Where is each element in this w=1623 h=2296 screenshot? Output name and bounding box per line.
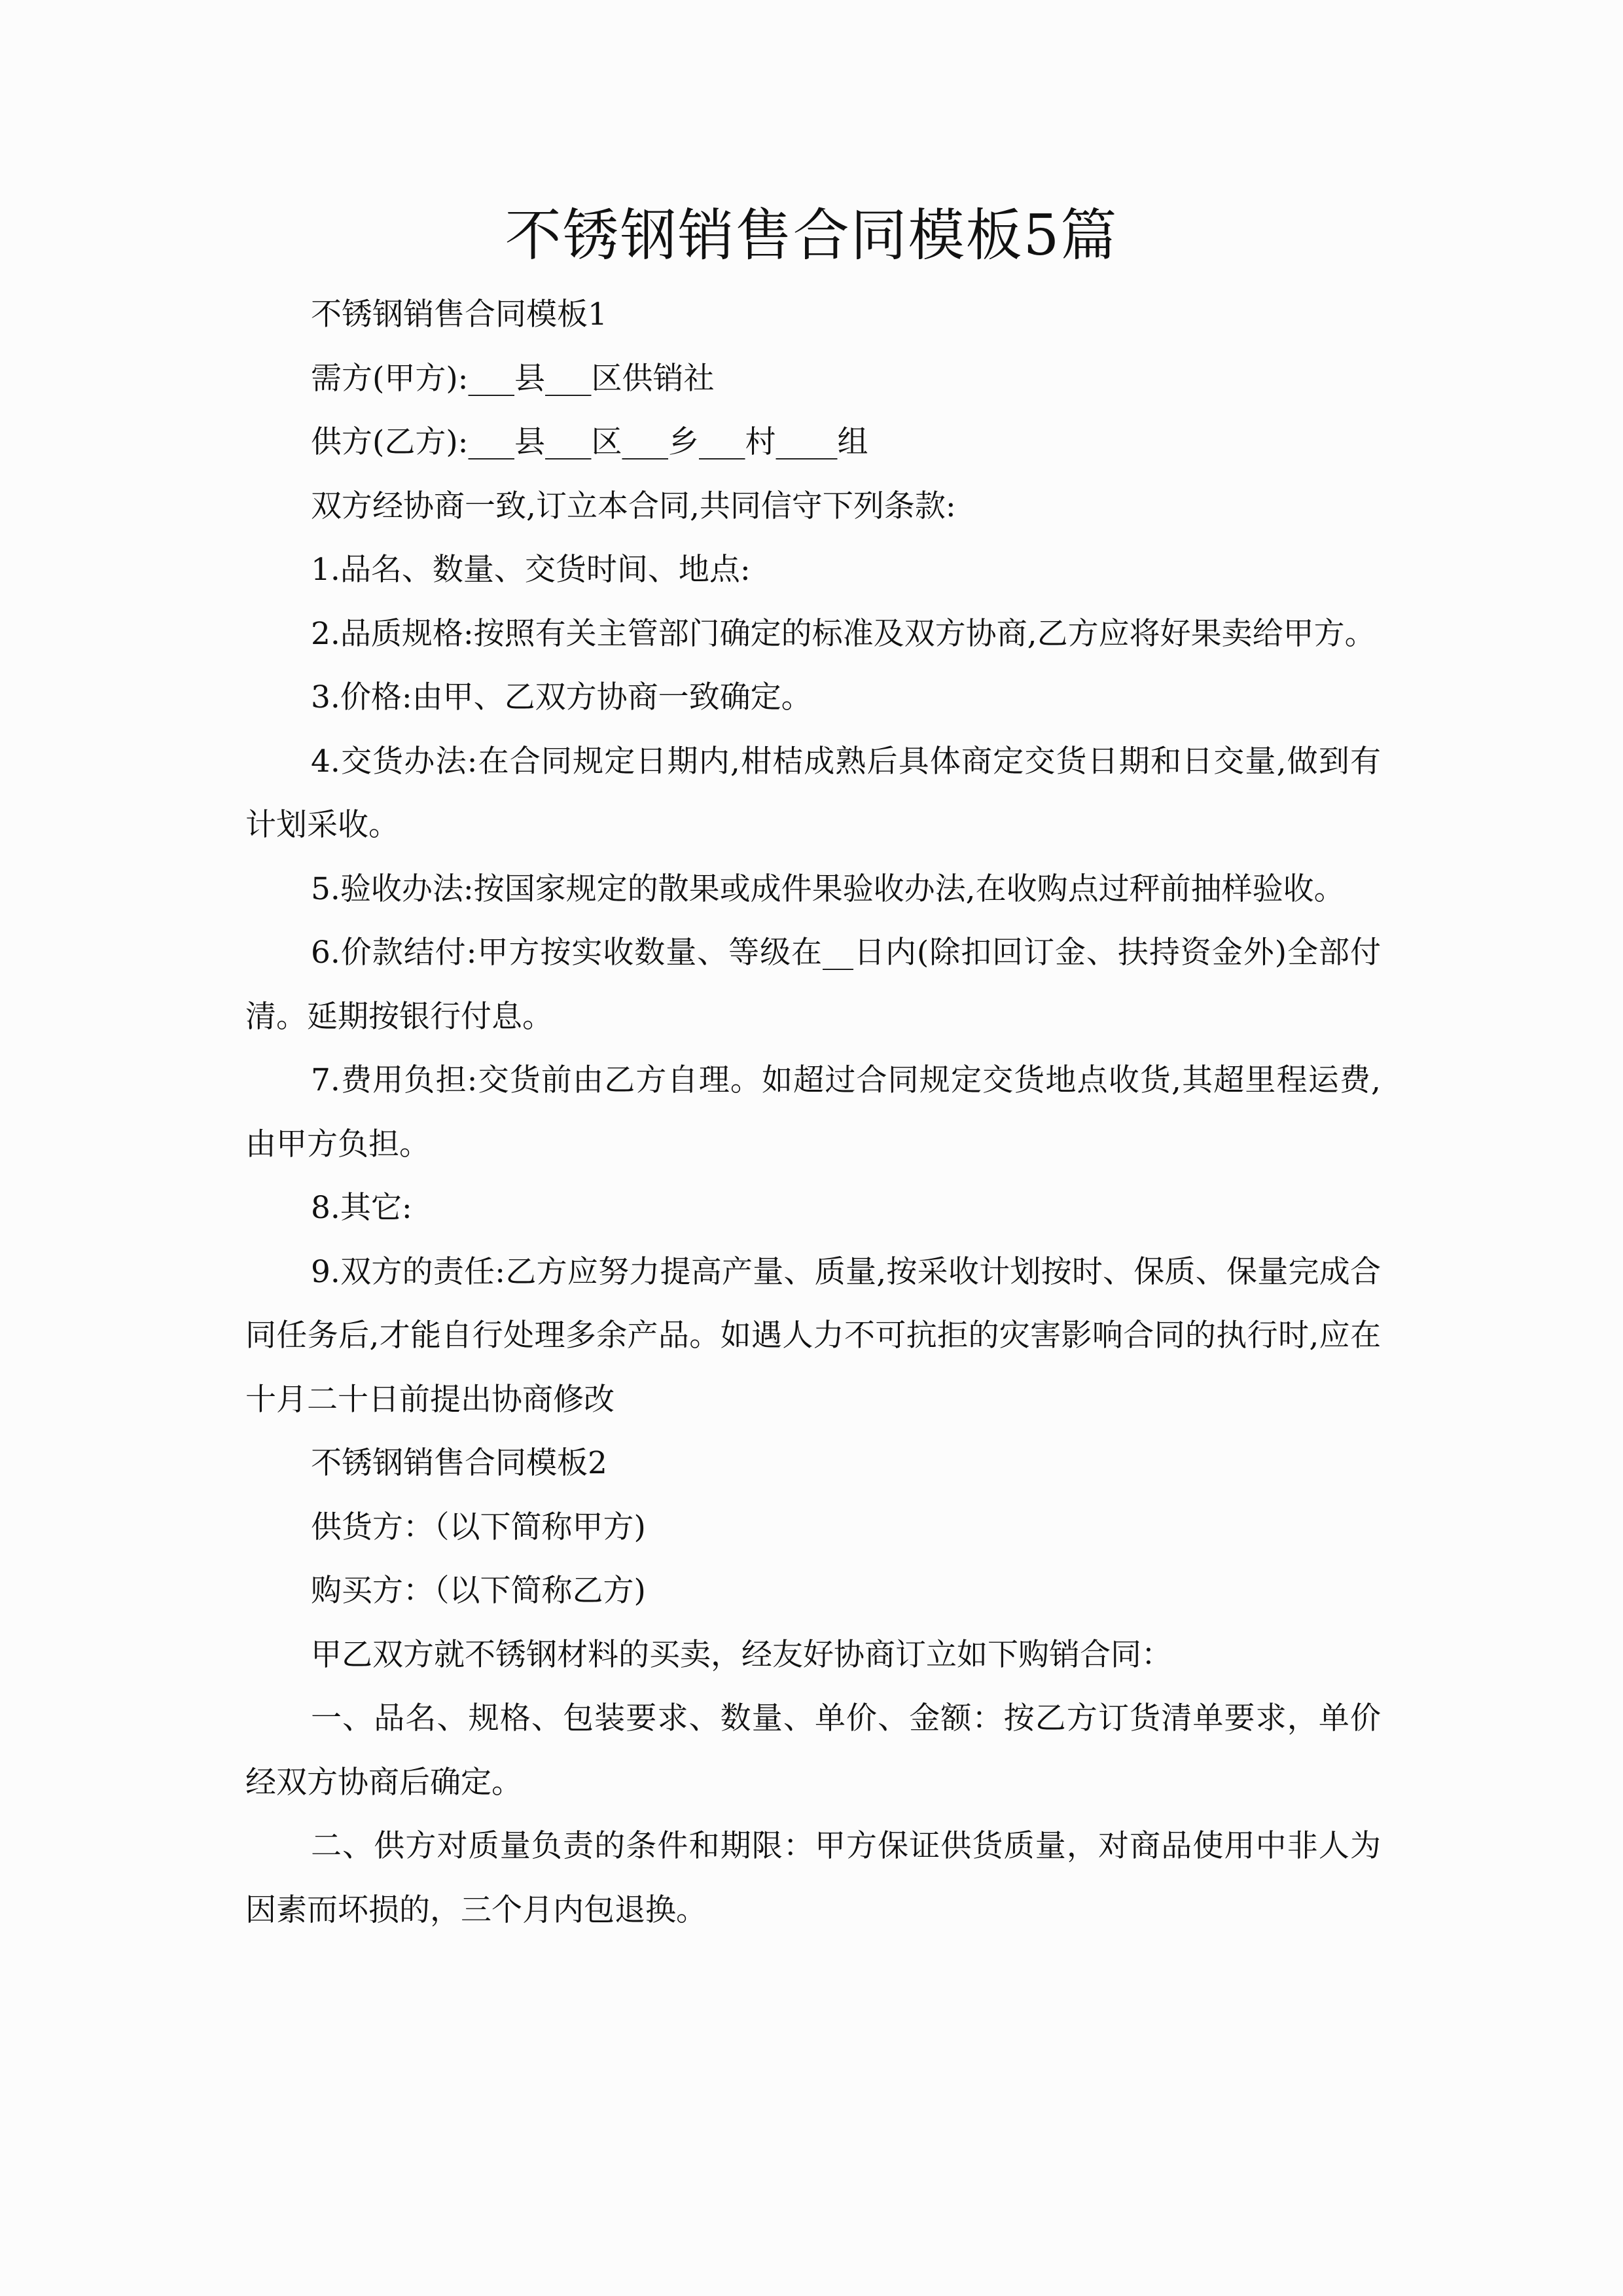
clause-3: 3.价格:由甲、乙双方协商一致确定。 xyxy=(311,679,812,715)
article-1: 一、品名、规格、包装要求、数量、单价、金额：按乙方订货清单要求，单价经双方协商后确定。 xyxy=(245,1700,1381,1801)
clause-7: 7.费用负担:交货前由乙方自理。如超过合同规定交货地点收货,其超里程运费,由甲方负担。 xyxy=(245,1062,1381,1162)
article-2: 二、供方对质量负责的条件和期限：甲方保证供货质量，对商品使用中非人为因素而坏损的，三个月内包退换。 xyxy=(245,1828,1381,1928)
clause-6: 6.价款结付:甲方按实收数量、等级在__日内(除扣回订金、扶持资金外)全部付清。延期按银行付息。 xyxy=(245,935,1381,1035)
section-heading-template-2: 不锈钢销售合同模板2 xyxy=(311,1445,607,1481)
clause-5: 5.验收办法:按国家规定的散果或成件果验收办法,在收购点过秤前抽样验收。 xyxy=(311,870,1345,907)
buyer-line: 购买方：（以下简称乙方) xyxy=(311,1573,646,1609)
document-body xyxy=(245,283,1381,1942)
party-b-line: 供方(乙方):___县___区___乡___村____组 xyxy=(311,424,868,460)
clause-9: 9.双方的责任:乙方应努力提高产量、质量,按采收计划按时、保质、保量完成合同任务后,才能自行处理多余产品。如遇人力不可抗拒的灾害影响合同的执行时,应在十月二十日前提出协商修改 xyxy=(245,1253,1381,1418)
agreement-intro-2: 甲乙双方就不锈钢材料的买卖，经友好协商订立如下购销合同： xyxy=(311,1636,1172,1673)
clause-4: 4.交货办法:在合同规定日期内,柑桔成熟后具体商定交货日期和日交量,做到有计划采收。 xyxy=(245,743,1381,843)
clause-1: 1.品名、数量、交货时间、地点: xyxy=(311,552,751,588)
party-a-line: 需方(甲方):___县___区供销社 xyxy=(311,360,715,397)
agreement-intro: 双方经协商一致,订立本合同,共同信守下列条款: xyxy=(311,488,956,524)
section-heading-template-1: 不锈钢销售合同模板1 xyxy=(311,296,607,332)
clause-8: 8.其它: xyxy=(311,1190,412,1226)
clause-2: 2.品质规格:按照有关主管部门确定的标准及双方协商,乙方应将好果卖给甲方。 xyxy=(311,615,1376,652)
supplier-line: 供货方：（以下简称甲方) xyxy=(311,1509,646,1545)
document-title: 不锈钢销售合同模板5篇 xyxy=(505,203,1118,268)
